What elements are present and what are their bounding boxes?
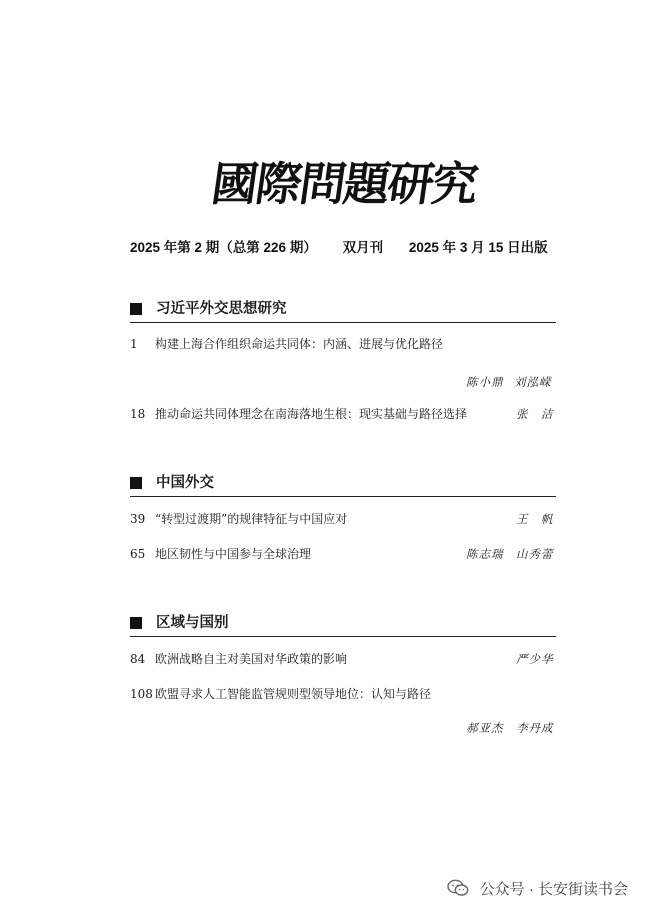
- article-author: 山秀蕾: [516, 547, 554, 561]
- article-title[interactable]: 构建上海合作组织命运共同体：内涵、进展与优化路径: [155, 337, 444, 351]
- journal-masthead: 國際問題研究: [208, 157, 480, 211]
- footer-text: 公众号 · 长安街读书会: [479, 881, 628, 898]
- section-header: [130, 474, 556, 497]
- article-page: 39: [130, 512, 146, 526]
- publication-frequency: 双月刊: [342, 240, 384, 255]
- section-title: 区域与国别: [156, 615, 229, 631]
- article-page: 84: [130, 652, 146, 666]
- article-page: 18: [130, 407, 146, 421]
- article-author: 刘泓嵘: [514, 375, 552, 389]
- article-title[interactable]: “转型过渡期”的规律特征与中国应对: [155, 512, 348, 526]
- section-header: [130, 300, 556, 323]
- article-author: 王 帆: [516, 512, 554, 526]
- article-title[interactable]: 欧洲战略自主对美国对华政策的影响: [155, 652, 348, 666]
- account-footer: [447, 878, 628, 901]
- article-author: 郝亚杰: [466, 721, 504, 735]
- article-author: 张 洁: [516, 407, 554, 421]
- issue-line: [130, 236, 548, 256]
- section-header: [130, 614, 556, 637]
- issue-number: 2025 年第 2 期（总第 226 期）: [130, 240, 317, 255]
- article-author: 严少华: [516, 652, 554, 666]
- wechat-icon: [447, 879, 469, 901]
- article-title[interactable]: 欧盟寻求人工智能监管规则型领导地位：认知与路径: [155, 687, 432, 701]
- article-page: 108: [130, 687, 153, 701]
- section-bullet: [130, 617, 142, 629]
- article-page: 65: [130, 547, 146, 561]
- article-title[interactable]: 地区韧性与中国参与全球治理: [155, 547, 312, 561]
- article-title[interactable]: 推动命运共同体理念在南海落地生根：现实基础与路径选择: [155, 407, 468, 421]
- article-author: 李丹成: [516, 721, 554, 735]
- section-title: 习近平外交思想研究: [156, 301, 287, 317]
- publication-date: 2025 年 3 月 15 日出版: [408, 240, 548, 255]
- article-author: 陈志瑞: [466, 547, 504, 561]
- article-page: 1: [130, 337, 138, 351]
- section-title: 中国外交: [156, 475, 214, 491]
- section-bullet: [130, 477, 142, 489]
- section-bullet: [130, 303, 142, 315]
- article-author: 陈小鼎: [466, 375, 504, 389]
